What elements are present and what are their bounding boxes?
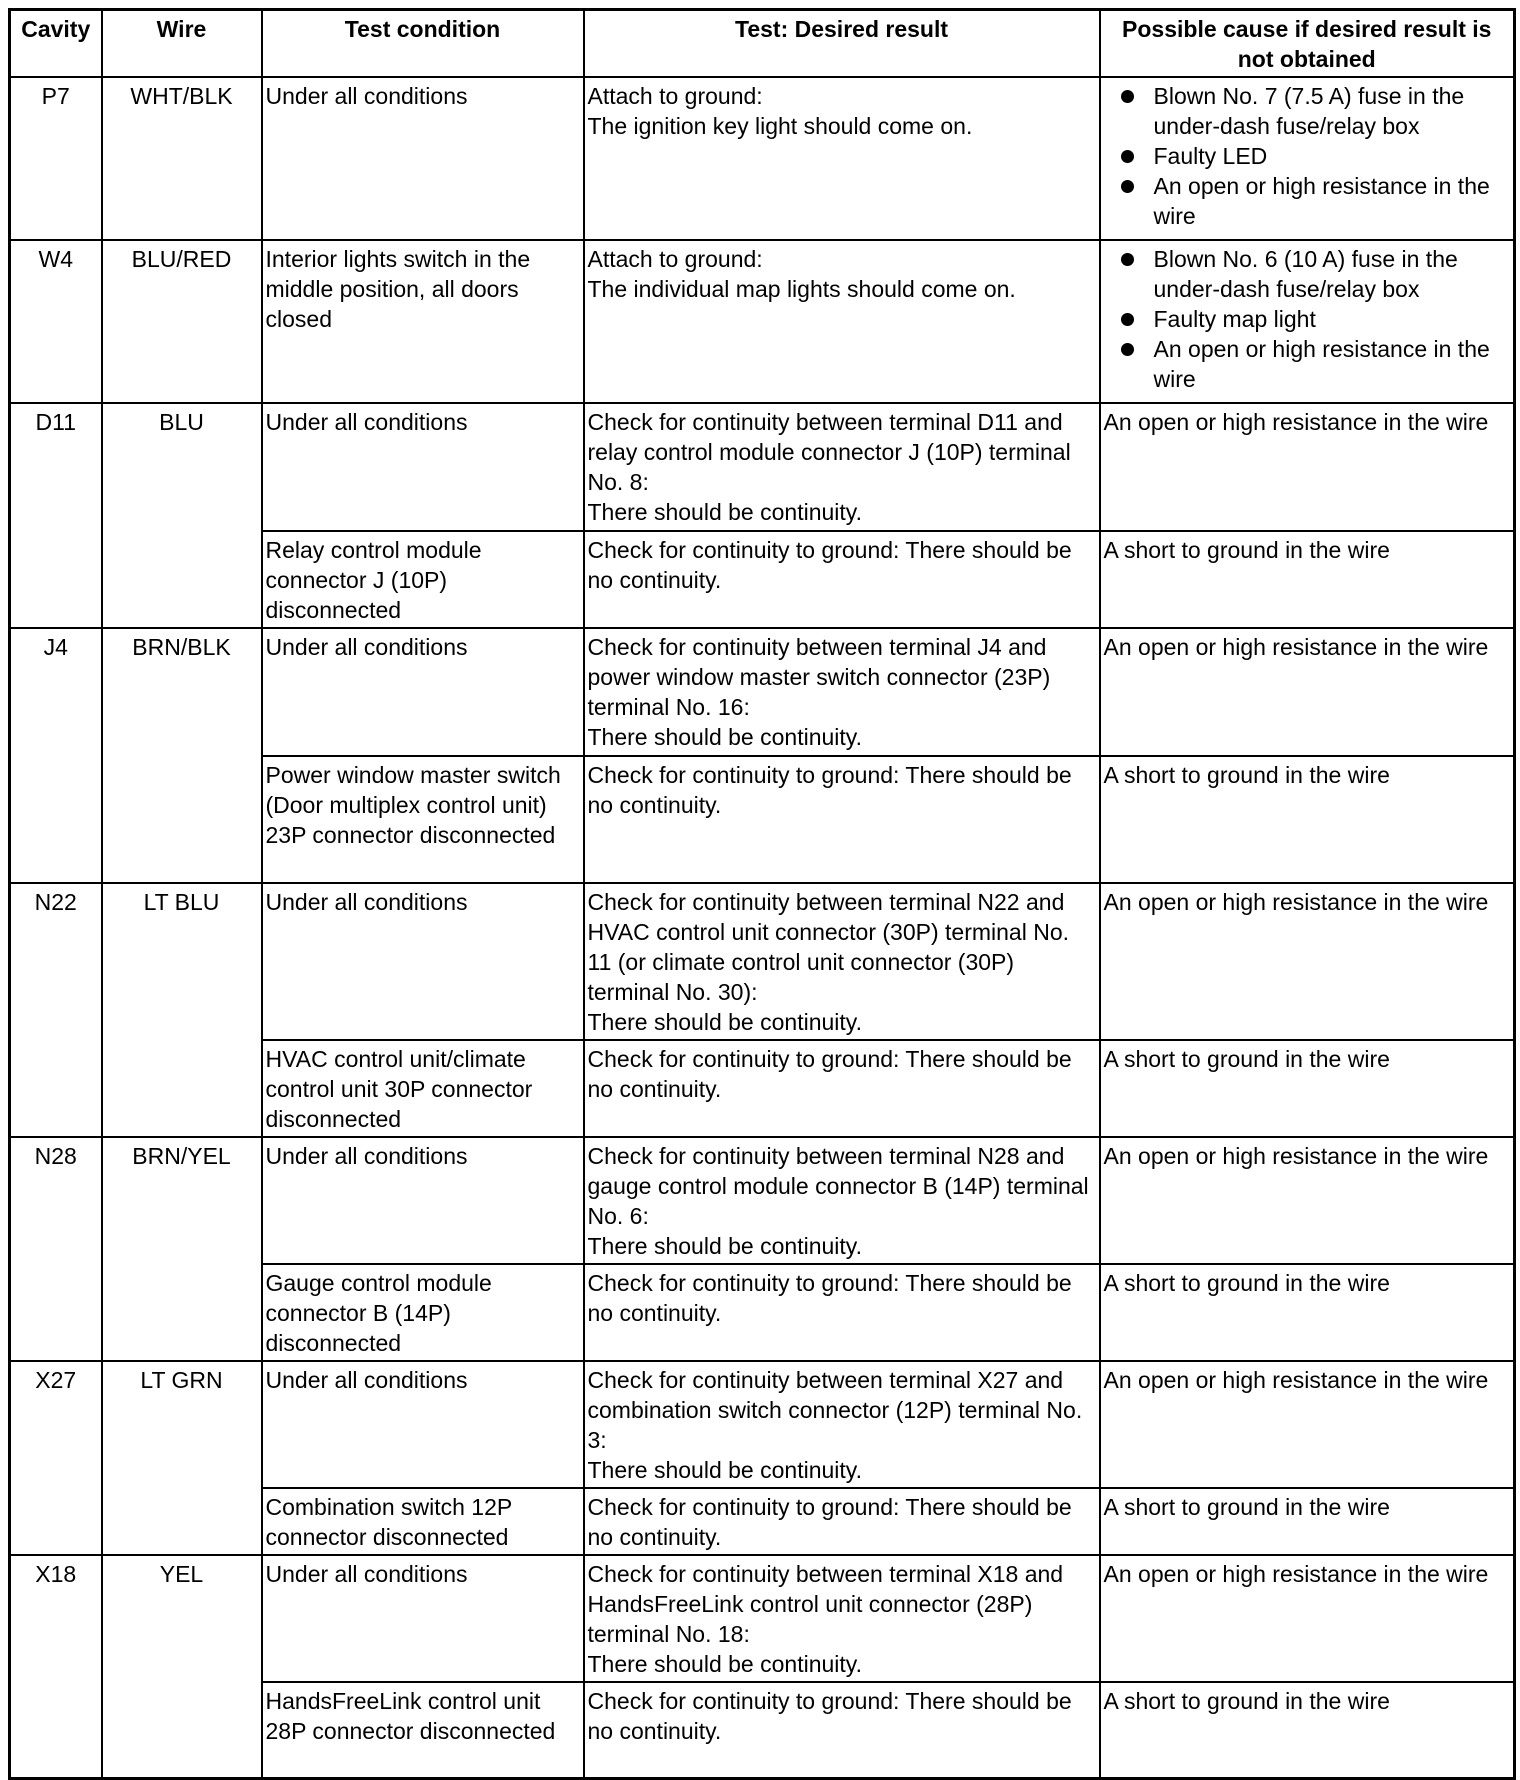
result-line: Check for continuity between terminal J4 and power window master switch connector (23P) terminal No. 16:	[587, 634, 1051, 720]
header-cavity: Cavity	[10, 10, 102, 78]
result-line: There should be continuity.	[587, 1009, 862, 1035]
result-cell: Check for continuity to ground: There should be no continuity.	[584, 1264, 1100, 1361]
wire-cell: LT BLU	[102, 883, 262, 1137]
result-cell	[584, 77, 1100, 240]
result-line: The individual map lights should come on.	[587, 276, 1016, 302]
cavity-cell: D11	[10, 403, 102, 628]
cause-cell: An open or high resistance in the wire	[1100, 1137, 1515, 1264]
cause-cell	[1100, 240, 1515, 403]
cause-cell: An open or high resistance in the wire	[1100, 1361, 1515, 1488]
result-cell: Check for continuity to ground: There should be no continuity.	[584, 1682, 1100, 1778]
cause-item: Blown No. 6 (10 A) fuse in the under-dash fuse/relay box	[1104, 244, 1511, 304]
result-line: The ignition key light should come on.	[587, 113, 973, 139]
result-cell: Check for continuity to ground: There should be no continuity.	[584, 1488, 1100, 1555]
result-cell	[584, 403, 1100, 531]
wire-cell: BRN/BLK	[102, 628, 262, 883]
result-cell: Check for continuity to ground: There should be no continuity.	[584, 1040, 1100, 1137]
result-line: Check for continuity between terminal X18 and HandsFreeLink control unit connector (28P) terminal No. 18:	[587, 1561, 1064, 1647]
table-row	[10, 628, 1515, 756]
condition-cell: Under all conditions	[262, 1555, 584, 1682]
cause-cell: An open or high resistance in the wire	[1100, 883, 1515, 1040]
result-line: There should be continuity.	[587, 724, 862, 750]
cause-cell: An open or high resistance in the wire	[1100, 403, 1515, 531]
header-row	[10, 10, 1515, 78]
cause-list	[1104, 244, 1511, 394]
cause-cell: A short to ground in the wire	[1100, 531, 1515, 628]
condition-cell: Power window master switch (Door multiplex control unit) 23P connector disconnected	[262, 756, 584, 883]
cause-item: Faulty map light	[1104, 304, 1511, 334]
cavity-cell: N22	[10, 883, 102, 1137]
condition-cell: Under all conditions	[262, 403, 584, 531]
result-cell	[584, 628, 1100, 756]
result-cell	[584, 240, 1100, 403]
result-line: Attach to ground:	[587, 246, 763, 272]
table-row	[10, 1137, 1515, 1264]
result-cell	[584, 883, 1100, 1040]
cause-cell: An open or high resistance in the wire	[1100, 1555, 1515, 1682]
condition-cell: HVAC control unit/climate control unit 30P connector disconnected	[262, 1040, 584, 1137]
condition-cell: Relay control module connector J (10P) disconnected	[262, 531, 584, 628]
result-line: There should be continuity.	[587, 499, 862, 525]
wire-cell: BLU/RED	[102, 240, 262, 403]
cause-cell: A short to ground in the wire	[1100, 1040, 1515, 1137]
condition-cell: Under all conditions	[262, 883, 584, 1040]
result-line: Attach to ground:	[587, 83, 763, 109]
condition-cell: Combination switch 12P connector disconnected	[262, 1488, 584, 1555]
header-wire: Wire	[102, 10, 262, 78]
cause-cell: An open or high resistance in the wire	[1100, 628, 1515, 756]
result-cell	[584, 1361, 1100, 1488]
header-desired-result: Test: Desired result	[584, 10, 1100, 78]
cause-cell: A short to ground in the wire	[1100, 1488, 1515, 1555]
result-line: Check for continuity between terminal N28 and gauge control module connector B (14P) terminal No. 6:	[587, 1143, 1089, 1229]
result-cell: Check for continuity to ground: There should be no continuity.	[584, 531, 1100, 628]
result-line: Check for continuity between terminal N22 and HVAC control unit connector (30P) terminal No. 11 (or climate control unit connector (30P) terminal No. 30):	[587, 889, 1069, 1005]
result-cell: Check for continuity to ground: There should be no continuity.	[584, 756, 1100, 883]
cavity-cell: P7	[10, 77, 102, 240]
table-row	[10, 403, 1515, 531]
result-cell	[584, 1137, 1100, 1264]
cause-item: Faulty LED	[1104, 141, 1511, 171]
cause-cell: A short to ground in the wire	[1100, 1264, 1515, 1361]
condition-cell: Under all conditions	[262, 1137, 584, 1264]
header-possible-cause: Possible cause if desired result is not obtained	[1100, 10, 1515, 78]
result-cell	[584, 1555, 1100, 1682]
result-line: Check for continuity between terminal D11 and relay control module connector J (10P) terminal No. 8:	[587, 409, 1071, 495]
cavity-cell: X27	[10, 1361, 102, 1555]
table-row	[10, 240, 1515, 403]
wire-cell: YEL	[102, 1555, 262, 1778]
wire-cell: LT GRN	[102, 1361, 262, 1555]
condition-cell: Under all conditions	[262, 1361, 584, 1488]
header-test-condition: Test condition	[262, 10, 584, 78]
cause-cell: A short to ground in the wire	[1100, 1682, 1515, 1778]
condition-cell: Under all conditions	[262, 628, 584, 756]
document-page	[8, 8, 1513, 1768]
table-row	[10, 1555, 1515, 1682]
wire-cell: BLU	[102, 403, 262, 628]
table-row	[10, 1361, 1515, 1488]
cause-item: Blown No. 7 (7.5 A) fuse in the under-dash fuse/relay box	[1104, 81, 1511, 141]
cause-cell: A short to ground in the wire	[1100, 756, 1515, 883]
condition-cell: Gauge control module connector B (14P) disconnected	[262, 1264, 584, 1361]
result-line: Check for continuity between terminal X27 and combination switch connector (12P) terminal No. 3:	[587, 1367, 1083, 1453]
cause-list	[1104, 81, 1511, 231]
result-line: There should be continuity.	[587, 1651, 862, 1677]
condition-cell: Under all conditions	[262, 77, 584, 240]
cause-item: An open or high resistance in the wire	[1104, 171, 1511, 231]
cavity-cell: W4	[10, 240, 102, 403]
cavity-cell: X18	[10, 1555, 102, 1778]
condition-cell: HandsFreeLink control unit 28P connector disconnected	[262, 1682, 584, 1778]
wire-cell: BRN/YEL	[102, 1137, 262, 1361]
wire-cell: WHT/BLK	[102, 77, 262, 240]
cavity-cell: N28	[10, 1137, 102, 1361]
result-line: There should be continuity.	[587, 1457, 862, 1483]
table-row	[10, 883, 1515, 1040]
result-line: There should be continuity.	[587, 1233, 862, 1259]
cause-cell	[1100, 77, 1515, 240]
cause-item: An open or high resistance in the wire	[1104, 334, 1511, 394]
condition-cell: Interior lights switch in the middle position, all doors closed	[262, 240, 584, 403]
cavity-cell: J4	[10, 628, 102, 883]
wire-test-table	[8, 8, 1516, 1780]
table-row	[10, 77, 1515, 240]
